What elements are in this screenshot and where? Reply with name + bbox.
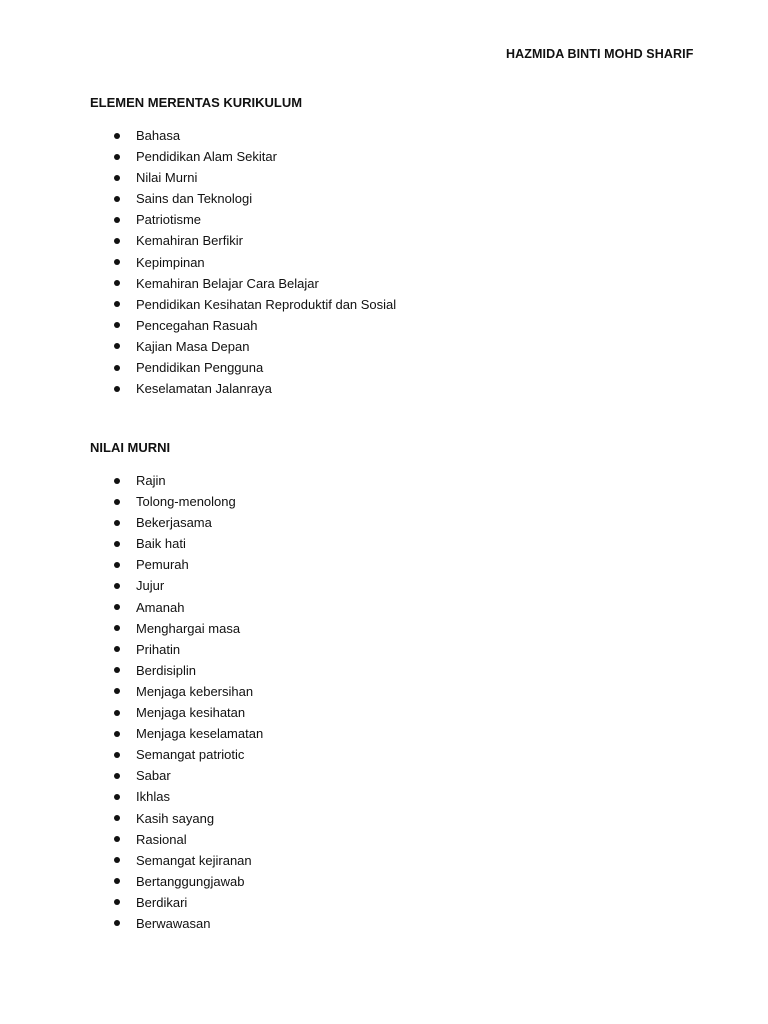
list-item: [90, 230, 396, 251]
list-item-text: Berwawasan: [136, 915, 211, 931]
list-item: [90, 892, 263, 913]
bullet-icon: [114, 667, 120, 673]
list-item: [90, 554, 263, 575]
list-item-text: Bekerjasama: [136, 515, 212, 531]
bullet-icon: [114, 365, 120, 371]
bullet-icon: [114, 386, 120, 392]
bullet-icon: [114, 259, 120, 265]
bullet-icon: [114, 752, 120, 758]
bullet-icon: [114, 562, 120, 568]
bullet-icon: [114, 794, 120, 800]
bullet-icon: [114, 731, 120, 737]
list-item: [90, 639, 263, 660]
list-item-text: Berdisiplin: [136, 662, 196, 678]
list-item-text: Prihatin: [136, 641, 181, 657]
list-item-text: Pendidikan Kesihatan Reproduktif dan Sosial: [136, 296, 397, 312]
list-item-text: Menjaga keselamatan: [136, 726, 264, 742]
list-item: [90, 808, 263, 829]
list-item-text: Menjaga kesihatan: [136, 705, 246, 721]
list-item-text: Bertanggungjawab: [136, 873, 245, 889]
bullet-icon: [114, 583, 120, 589]
list-item: [90, 315, 396, 336]
list-item: [90, 167, 396, 188]
list-item: [90, 660, 263, 681]
section-nilai-murni: [90, 439, 263, 934]
list-item: [90, 188, 396, 209]
list-item: [90, 597, 263, 618]
bullet-icon: [114, 196, 120, 202]
bullet-icon: [114, 646, 120, 652]
bullet-icon: [114, 899, 120, 905]
list-item: [90, 491, 263, 512]
list-item-text: Pencegahan Rasuah: [136, 317, 258, 333]
list-item-text: Patriotisme: [136, 212, 202, 228]
list-item: [90, 470, 263, 491]
bullet-icon: [114, 815, 120, 821]
bullet-icon: [114, 541, 120, 547]
list-item: [90, 913, 263, 934]
list-item-text: Pemurah: [136, 557, 189, 573]
bullet-icon: [114, 499, 120, 505]
list-item-text: Semangat kejiranan: [136, 852, 252, 868]
list-item: [90, 618, 263, 639]
bullet-icon: [114, 688, 120, 694]
bullet-icon: [114, 133, 120, 139]
bullet-list: [90, 470, 263, 934]
list-item: [90, 273, 396, 294]
list-item-text: Rasional: [136, 831, 187, 847]
bullet-icon: [114, 836, 120, 842]
author-name: HAZMIDA BINTI MOHD SHARIF: [506, 47, 694, 61]
bullet-icon: [114, 773, 120, 779]
list-item-text: Tolong-menolong: [136, 494, 236, 510]
list-item: [90, 209, 396, 230]
list-item: [90, 786, 263, 807]
bullet-list: [90, 125, 396, 399]
list-item-text: Menjaga kebersihan: [136, 683, 254, 699]
list-item: [90, 146, 396, 167]
list-item-text: Ikhlas: [136, 789, 170, 805]
list-item-text: Menghargai masa: [136, 620, 241, 636]
list-item-text: Keselamatan Jalanraya: [136, 381, 272, 397]
bullet-icon: [114, 301, 120, 307]
bullet-icon: [114, 520, 120, 526]
list-item: [90, 512, 263, 533]
section-title: NILAI MURNI: [90, 440, 171, 455]
list-item-text: Jujur: [136, 578, 165, 594]
list-item: [90, 829, 263, 850]
list-item: [90, 702, 263, 723]
bullet-icon: [114, 280, 120, 286]
section-title: ELEMEN MERENTAS KURIKULUM: [90, 95, 303, 110]
bullet-icon: [114, 322, 120, 328]
list-item-text: Sains dan Teknologi: [136, 191, 253, 207]
list-item: [90, 850, 263, 871]
list-item: [90, 125, 396, 146]
list-item-text: Nilai Murni: [136, 170, 198, 186]
list-item: [90, 744, 263, 765]
list-item: [90, 378, 396, 399]
list-item-text: Semangat patriotic: [136, 747, 245, 763]
bullet-icon: [114, 175, 120, 181]
list-item: [90, 533, 263, 554]
list-item: [90, 252, 396, 273]
bullet-icon: [114, 343, 120, 349]
list-item-text: Amanah: [136, 599, 185, 615]
bullet-icon: [114, 625, 120, 631]
list-item-text: Kasih sayang: [136, 810, 215, 826]
bullet-icon: [114, 217, 120, 223]
list-item: [90, 336, 396, 357]
list-item-text: Kemahiran Belajar Cara Belajar: [136, 275, 319, 291]
list-item-text: Kajian Masa Depan: [136, 338, 250, 354]
list-item: [90, 681, 263, 702]
list-item-text: Sabar: [136, 768, 171, 784]
list-item: [90, 871, 263, 892]
bullet-icon: [114, 238, 120, 244]
list-item-text: Pendidikan Alam Sekitar: [136, 149, 277, 165]
section-elemen-merentas-kurikulum: [90, 94, 396, 399]
list-item: [90, 765, 263, 786]
list-item: [90, 357, 396, 378]
list-item-text: Pendidikan Pengguna: [136, 360, 264, 376]
bullet-icon: [114, 604, 120, 610]
list-item-text: Kemahiran Berfikir: [136, 233, 243, 249]
list-item: [90, 294, 396, 315]
bullet-icon: [114, 857, 120, 863]
list-item-text: Berdikari: [136, 894, 188, 910]
list-item-text: Bahasa: [136, 128, 181, 143]
bullet-icon: [114, 710, 120, 716]
list-item-text: Kepimpinan: [136, 254, 205, 270]
bullet-icon: [114, 154, 120, 160]
list-item: [90, 575, 263, 596]
bullet-icon: [114, 878, 120, 884]
bullet-icon: [114, 920, 120, 926]
list-item-text: Baik hati: [136, 536, 186, 552]
bullet-icon: [114, 478, 120, 484]
list-item-text: Rajin: [136, 473, 166, 488]
list-item: [90, 723, 263, 744]
